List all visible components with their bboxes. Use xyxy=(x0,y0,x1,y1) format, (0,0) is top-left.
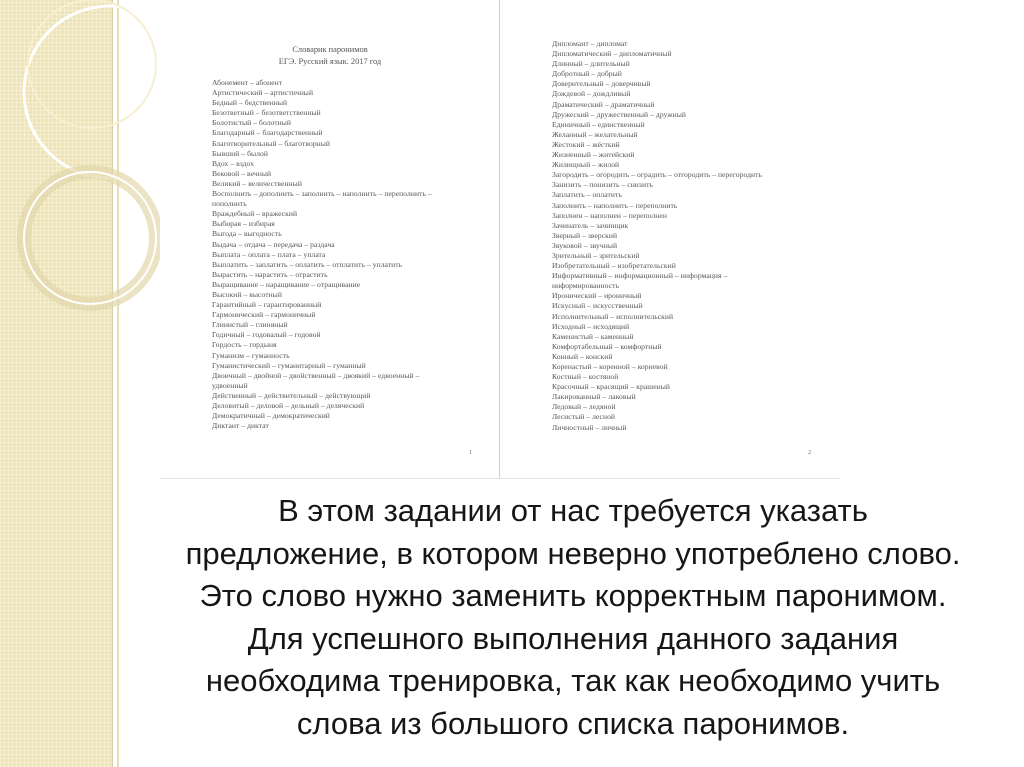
word-list-entry: Враждебный – вражеский xyxy=(212,209,298,219)
word-list-entry: Костный – костяной xyxy=(552,372,619,382)
word-list-entry: Гармонический – гармоничный xyxy=(212,310,316,320)
word-list-entry: Исходный – исходящий xyxy=(552,321,630,331)
right-page-word-list xyxy=(552,39,800,433)
word-list-entry: Звуковой – звучный xyxy=(552,240,618,250)
right-page-number: 2 xyxy=(808,449,812,456)
word-list-entry: Комфортабельный – комфортный xyxy=(552,341,662,351)
word-list-entry: Выращивание – наращивание – отращивание xyxy=(212,279,361,289)
word-list-entry: Зачинатель – зачинщик xyxy=(552,220,629,230)
word-list-entry: Единичный – единственный xyxy=(552,119,645,129)
main-text-line: Это слово нужно заменить корректным паронимом. xyxy=(199,578,947,613)
word-list-entry: Конный – конский xyxy=(552,351,613,361)
word-list-entry: Бедный – бедственный xyxy=(212,98,288,108)
word-list-entry: Исполнительный – исполнительский xyxy=(552,311,674,321)
word-list-entry: Выдача – отдача – передача – раздача xyxy=(212,239,335,249)
word-list-entry: Доверительный – доверчивый xyxy=(552,79,651,89)
word-list-entry: Искусный – искусственный xyxy=(552,301,643,311)
word-list-entry: Демократичный – демократический xyxy=(212,411,330,421)
word-list-entry: Гордость – гордыня xyxy=(212,340,277,350)
word-list-entry: Выбирая – избирая xyxy=(212,219,275,229)
word-list-entry: Глинистый – глиняный xyxy=(212,320,288,330)
word-list-entry: Заполнен – наполнен – переполнен xyxy=(552,210,667,220)
word-list-entry: информированность xyxy=(552,281,619,291)
word-list-entry: Гарантийный – гарантированный xyxy=(212,300,322,310)
word-list-entry: Выгода – выгодность xyxy=(212,229,282,239)
decorative-circle-large xyxy=(24,6,180,178)
word-list-entry: Информативный – информационный – информация – xyxy=(552,271,728,281)
word-list-entry: Желанный – желательный xyxy=(552,129,638,139)
word-list-entry: Вырастить – нарастить – отрастить xyxy=(212,269,328,279)
word-list-entry: Высокий – высотный xyxy=(212,289,282,299)
page-divider xyxy=(499,0,500,478)
word-list-entry: Бывший – былой xyxy=(212,148,268,158)
word-list-entry: Зверный – зверский xyxy=(552,230,618,240)
word-list-entry: Личностный – личный xyxy=(552,422,627,432)
word-list-entry: удвоенный xyxy=(212,380,248,390)
word-list-entry: Действенный – действительный – действующий xyxy=(212,390,371,400)
left-page-word-list xyxy=(212,78,432,431)
word-list-entry: Деловитый – деловой – дельный – деляческий xyxy=(212,401,365,410)
word-list-entry: Восполнить – дополнить – заполнить – наполнить – переполнить – xyxy=(212,189,432,199)
word-list-entry: Диктант – диктат xyxy=(212,421,269,431)
word-list-entry: Гуманистический – гуманитарный – гуманный xyxy=(212,360,366,370)
word-list-entry: Заполнить – наполнить – переполнить xyxy=(552,200,678,210)
decorative-ring-highlight xyxy=(24,172,156,304)
word-list-entry: Загородить – огородить – оградить – отгородить – перегородить xyxy=(552,170,763,180)
word-list-entry: Дружеский – дружественный – дружный xyxy=(552,109,686,119)
word-list-entry: Иронический – ироничный xyxy=(552,291,642,301)
word-list-entry: Артистический – артистичный xyxy=(212,88,314,98)
word-list-entry: Жестокий – жёсткий xyxy=(552,139,620,149)
word-list-entry: Выплатить – заплатить – оплатить – отплатить – уплатить xyxy=(212,259,403,269)
decorative-circles xyxy=(0,0,180,320)
word-list-entry: Дипломатический – дипломатичный xyxy=(552,49,672,59)
word-list-entry: Благодарный – благодарственный xyxy=(212,128,323,138)
word-list-entry: Двоичный – двойной – двойственный – двоякий – едвоенный – xyxy=(212,370,420,380)
word-list-entry: Годичный – годовалый – годовой xyxy=(212,330,321,340)
left-page-number: 1 xyxy=(469,449,473,456)
word-list-entry: Лакированный – лаковый xyxy=(552,392,636,402)
word-list-entry: Красочный – красящий – крашеный xyxy=(552,382,670,392)
main-text-line: необходима тренировка, так как необходимо учить xyxy=(205,663,941,698)
document-title: Словарик паронимов xyxy=(292,45,368,54)
word-list-entry: Заплатить – оплатить xyxy=(552,190,622,200)
main-text-line: слова из большого списка паронимов. xyxy=(296,705,850,741)
word-list-entry: Дипломант – дипломат xyxy=(552,39,628,48)
word-list-entry: Безответный – безответственный xyxy=(212,108,321,118)
word-list-entry: Драматический – драматичный xyxy=(552,99,655,109)
word-list-entry: Добротный – добрый xyxy=(552,69,622,79)
word-list-entry: Изобретательный – изобретательский xyxy=(552,261,676,271)
word-list-entry: Гуманизм – гуманность xyxy=(212,350,290,360)
decorative-circle-inner xyxy=(28,0,156,128)
main-text-line: В этом задании от нас требуется указать xyxy=(278,493,868,528)
word-list-entry: Благотворительный – благотворный xyxy=(212,138,331,148)
word-list-entry: Великий – величественный xyxy=(212,178,302,188)
word-list-entry: Лесистый – лесной xyxy=(552,412,616,422)
word-list-entry: Выплата – оплата – плата – уплата xyxy=(212,249,326,259)
word-list-entry: Болотистый – болотный xyxy=(212,118,292,128)
word-list-entry: Длинный – длительный xyxy=(552,59,630,69)
word-list-entry: Дождевой – дождливый xyxy=(552,89,631,99)
word-list-entry: Занизить – понизить – снизить xyxy=(552,180,653,190)
main-text-line: предложение, в котором неверно употреблено слово. xyxy=(185,535,961,571)
word-list-entry: Каменистый – каменный xyxy=(552,331,634,341)
word-list-entry: пополнить xyxy=(212,199,247,209)
word-list-entry: Абонемент – абонент xyxy=(212,78,283,87)
word-list-entry: Вдох – вздох xyxy=(212,158,255,168)
word-list-entry: Коренастый – коренной – корневой xyxy=(552,362,668,371)
word-list-entry: Зрительный – зрительский xyxy=(552,250,640,260)
document-bottom-edge xyxy=(160,478,840,479)
document-subtitle: ЕГЭ. Русский язык. 2017 год xyxy=(278,57,382,66)
word-list-entry: Ледовый – ледяной xyxy=(552,402,616,412)
word-list-entry: Жилищный – жилой xyxy=(552,160,620,170)
main-text-line: Для успешного выполнения данного задания xyxy=(247,620,899,656)
word-list-entry: Жизненный – житейский xyxy=(552,150,635,160)
main-text-block xyxy=(118,490,1024,745)
word-list-entry: Вековой – вечный xyxy=(212,168,272,178)
